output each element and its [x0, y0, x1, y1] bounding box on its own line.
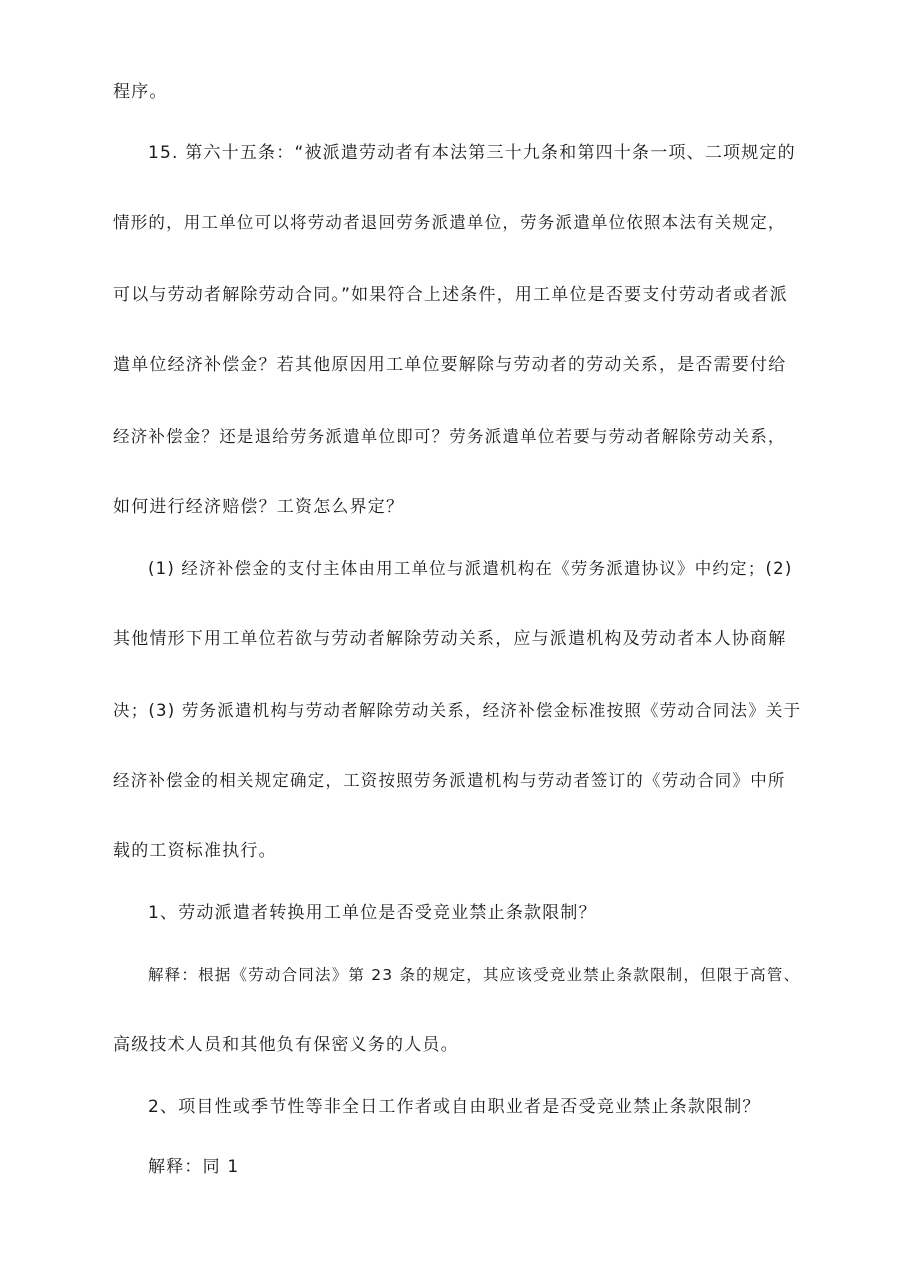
- text-line: 其他情形下用工单位若欲与劳动者解除劳动关系，应与派遣机构及劳动者本人协商解: [113, 629, 787, 649]
- text-line: 程序。: [113, 82, 168, 102]
- text-line: 高级技术人员和其他负有保密义务的人员。: [113, 1035, 459, 1055]
- text-line: 解释：根据《劳动合同法》第 23 条的规定，其应该受竞业禁止条款限制，但限于高管、: [148, 966, 801, 984]
- text-line: 决；(3) 劳务派遣机构与劳动者解除劳动关系，经济补偿金标准按照《劳动合同法》关于: [113, 701, 802, 720]
- text-line: 1、劳动派遣者转换用工单位是否受竞业禁止条款限制？: [148, 903, 597, 923]
- text-line: 2、项目性或季节性等非全日工作者或自由职业者是否受竞业禁止条款限制？: [148, 1097, 761, 1117]
- text-line: 载的工资标准执行。: [113, 841, 277, 861]
- text-line: 经济补偿金？还是退给劳务派遣单位即可？劳务派遣单位若要与劳动者解除劳动关系，: [113, 427, 786, 446]
- text-line: 解释：同 1: [148, 1157, 240, 1177]
- text-line: 经济补偿金的相关规定确定，工资按照劳务派遣机构与劳动者签订的《劳动合同》中所: [113, 771, 786, 790]
- text-line: 遣单位经济补偿金？若其他原因用工单位要解除与劳动者的劳动关系，是否需要付给: [113, 355, 787, 375]
- text-line: 可以与劳动者解除劳动合同。”如果符合上述条件，用工单位是否要支付劳动者或者派: [113, 285, 788, 305]
- text-line: 15. 第六十五条：“被派遣劳动者有本法第三十九条和第四十条一项、二项规定的: [148, 143, 796, 163]
- text-line: 如何进行经济赔偿？工资怎么界定？: [113, 497, 405, 517]
- text-line: 情形的，用工单位可以将劳动者退回劳务派遣单位，劳务派遣单位依照本法有关规定，: [113, 213, 786, 232]
- text-line: (1) 经济补偿金的支付主体由用工单位与派遣机构在《劳务派遣协议》中约定；(2): [148, 559, 793, 578]
